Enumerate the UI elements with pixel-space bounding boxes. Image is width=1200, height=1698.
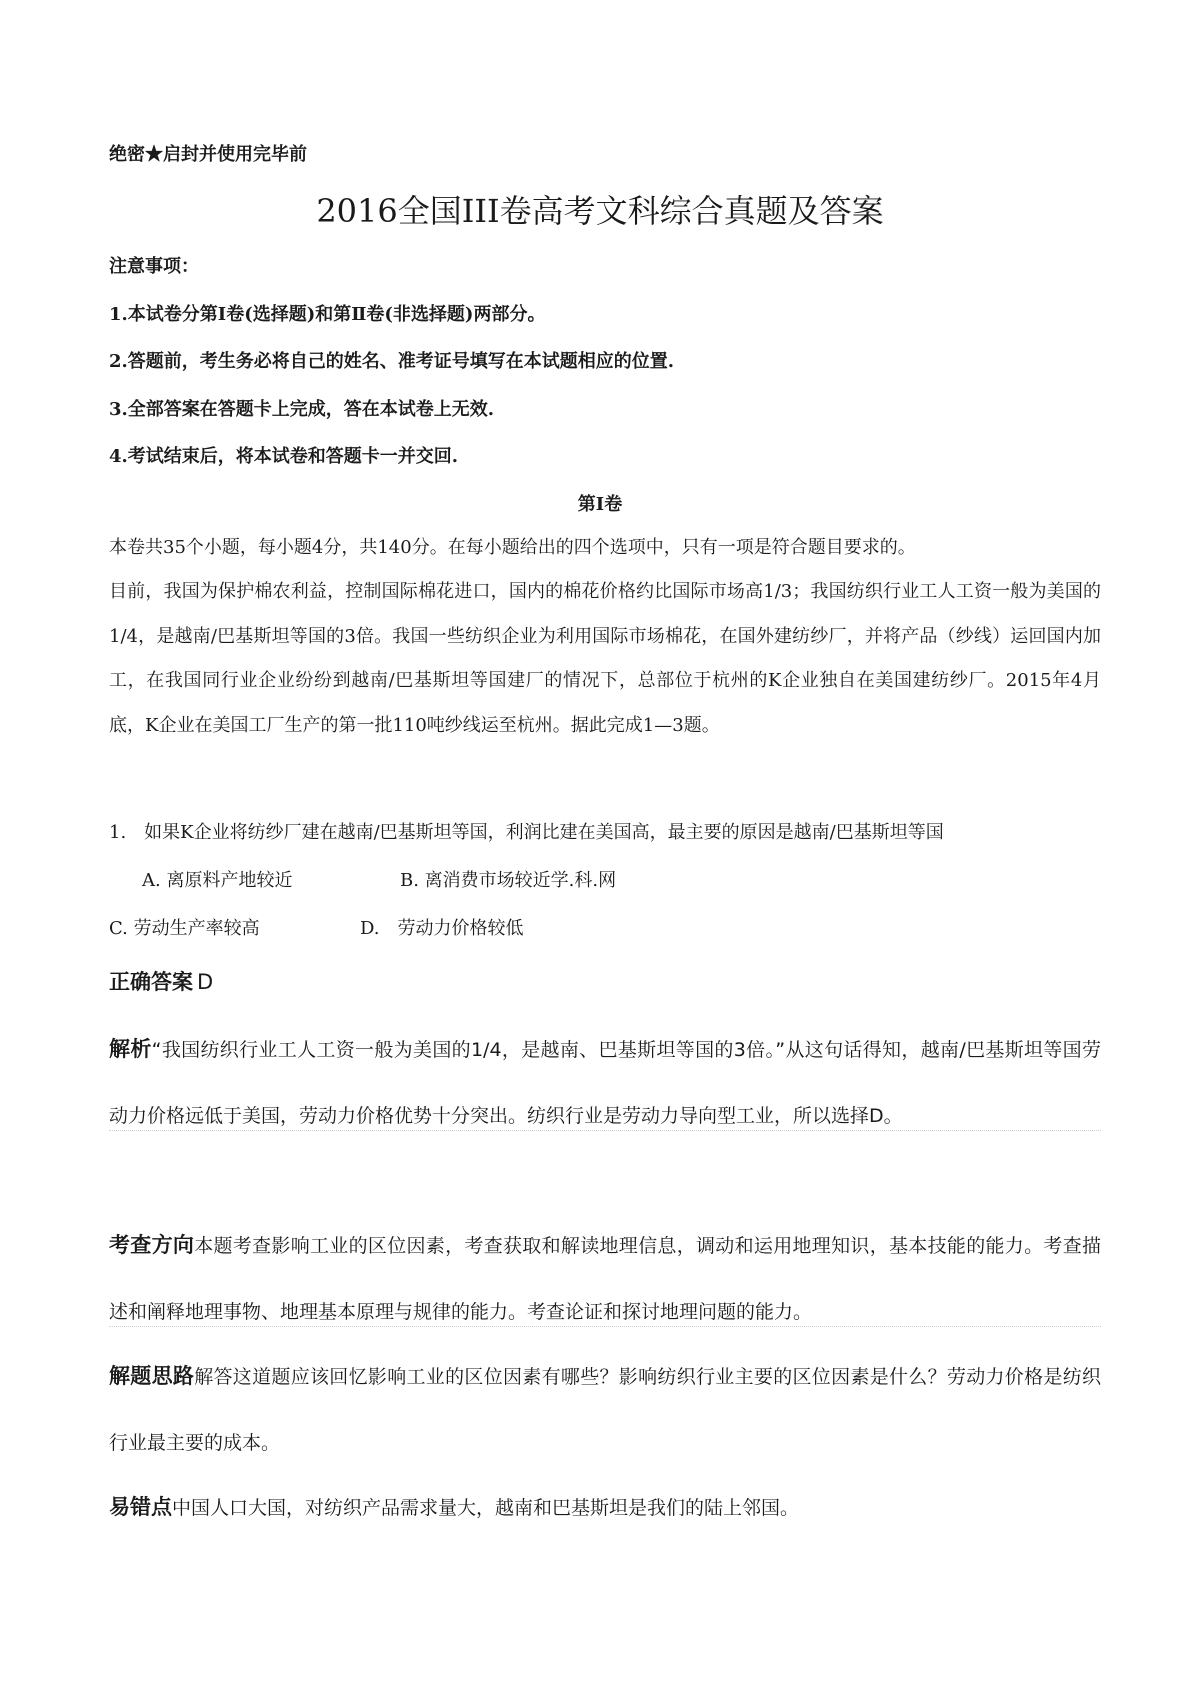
notes-title: 注意事项：: [109, 256, 199, 277]
dotted-divider: [109, 1326, 1101, 1327]
section-intro: 本卷共35个小题，每小题4分，共140分。在每小题给出的四个选项中，只有一项是符合题目要求的。: [109, 537, 916, 558]
dotted-divider: [109, 1130, 1101, 1131]
option-a: A. 离原料产地较近: [142, 870, 293, 891]
pitfall-block: [109, 1474, 1101, 1541]
confidential-notice: 绝密★启封并使用完毕前: [109, 144, 307, 165]
answer-value: D: [197, 970, 214, 994]
note-item-4: 4.考试结束后，将本试卷和答题卡一并交回.: [109, 446, 459, 467]
answer-line: [109, 966, 213, 996]
section-heading: 第Ⅰ卷: [577, 494, 623, 515]
approach-block: [109, 1343, 1101, 1476]
analysis-text: “我国纺织行业工人工资一般为美国的1/4，是越南、巴基斯坦等国的3倍。”从这句话得知，越南/巴基斯坦等国劳动力价格远低于美国，劳动力价格优势十分突出。纺织行业是劳动力导向型工业，所以选择D。: [109, 1039, 1102, 1127]
note-item-1: 1.本试卷分第Ⅰ卷(选择题)和第Ⅱ卷(非选择题)两部分。: [109, 304, 546, 325]
note-item-2: 2.答题前，考生务必将自己的姓名、准考证号填写在本试题相应的位置.: [109, 351, 675, 372]
option-c: C. 劳动生产率较高: [109, 918, 260, 939]
option-d: D. 劳动力价格较低: [360, 918, 524, 939]
analysis-label: 解析: [109, 1037, 152, 1061]
note-item-3: 3.全部答案在答题卡上完成，答在本试卷上无效.: [109, 399, 495, 420]
answer-label: 正确答案: [109, 970, 193, 994]
direction-text: 本题考查影响工业的区位因素，考查获取和解读地理信息，调动和运用地理知识，基本技能的能力。考查描述和阐释地理事物、地理基本原理与规律的能力。考查论证和探讨地理问题的能力。: [109, 1235, 1101, 1323]
direction-label: 考查方向: [109, 1233, 195, 1257]
question-1-stem: 1. 如果K企业将纺纱厂建在越南/巴基斯坦等国，利润比建在美国高，最主要的原因是越南/巴基斯坦等国: [109, 822, 944, 843]
page-title: 2016全国III卷高考文科综合真题及答案: [316, 192, 884, 230]
question-passage: 目前，我国为保护棉农利益，控制国际棉花进口，国内的棉花价格约比国际市场高1/3；我国纺织行业工人工资一般为美国的1/4，是越南/巴基斯坦等国的3倍。我国一些纺织企业为利用国际市场棉花，在国外建纺纱厂，并将产品（纱线）运回国内加工，在我国同行业企业纷纷到越南/巴基斯坦等国建厂的情况下，总部位于杭州的K企业独自在美国建纺纱厂。2015年4月底，K企业在美国工厂生产的第一批110吨纱线运至杭州。据此完成1—3题。: [109, 581, 1101, 736]
approach-label: 解题思路: [109, 1364, 195, 1388]
pitfall-text: 中国人口大国，对纺织产品需求量大，越南和巴基斯坦是我们的陆上邻国。: [172, 1497, 800, 1519]
pitfall-label: 易错点: [109, 1495, 172, 1519]
approach-text: 解答这道题应该回忆影响工业的区位因素有哪些？影响纺织行业主要的区位因素是什么？劳动力价格是纺织行业最主要的成本。: [109, 1366, 1101, 1454]
option-b: B. 离消费市场较近学.科.网: [400, 870, 617, 891]
